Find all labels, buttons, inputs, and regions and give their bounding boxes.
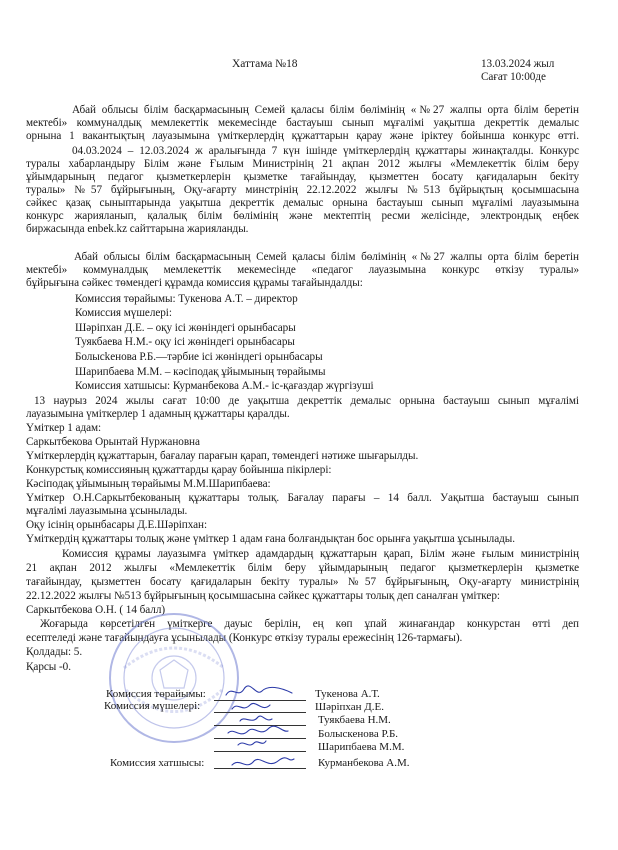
commission-members-heading: Комиссия мүшелері: <box>75 307 172 319</box>
body-line: Жоғарыда көрсетілген үміткерге дауыс берілін, ең көп ұпай жинағандар конкурстан өтті деп <box>40 618 579 630</box>
body-line: Абай облысы білім басқармасының Семей қаласы білім бөлімінің «№27 жалпы орта білім беретін <box>72 104 579 116</box>
chair-name: Тукенова А.Т. <box>315 688 380 700</box>
handwritten-signatures-icon <box>222 683 302 775</box>
body-line: есептеледі және тағайындауға ұсынылады (Конкурс өткізу туралы ережесінің 126-тармағы). <box>26 632 463 644</box>
body-line: 22.12.2022 жылғы №513 бұйрығының қосымшасына сәйкес құжаттары толық деп саналған үміткер: <box>26 590 500 602</box>
body-line: лауазымына үміткерлер 1 адамның құжаттары қаралды. <box>26 408 290 420</box>
body-line: Үміткер О.Н.Саркытбекованың құжаттары толық. Бағалау парағы – 14 балл. Уақытша бастауыш сынып <box>26 492 579 504</box>
body-line: 21 ақпан 2012 жылғы «Мемлекеттік білім беру ұйымдарының педагог қызметкерлерін қызметке <box>26 562 579 574</box>
body-line: Абай облысы білім басқармасының Семей қаласы білім бөлімінің «№27 жалпы орта білім беретін <box>74 251 579 263</box>
body-line: Конкурстық комиссияның құжаттарды қарау бойынша пікірлері: <box>26 464 332 476</box>
secretary-label: Комиссия хатшысы: <box>110 757 205 769</box>
body-line: мұғалімі лауазымына ұсынылады. <box>26 505 188 517</box>
member-name: Болыскенова Р.Б. <box>318 728 399 740</box>
body-line: конкурс жарияланып, қалалық білім бөлімінің және мектептің ресми желісінде, электрондық еңбек <box>26 210 579 222</box>
body-line: 04.03.2024 – 12.03.2024 ж аралығында 7 күн ішінде үміткерлердің құжаттары жинақталды. Конкурс <box>72 145 579 157</box>
votes-for: Қолдады: 5. <box>26 646 83 658</box>
secretary-name: Курманбекова А.М. <box>318 757 410 769</box>
protocol-time: Сағат 10:00де <box>481 71 546 83</box>
commission-member-line: Шәріпхан Д.Е. – оқу ісі жөніндегі орынбасары <box>75 322 296 334</box>
commission-member-line: Туякбаева Н.М.- оқу ісі жөніндегі орынбасары <box>75 336 295 348</box>
chair-label: Комиссия төрайымы: <box>106 688 206 700</box>
body-line: туралы хабарландыру Білім және Ғылым Министрінің 21 ақпан 2012 жылғы «Мемлекеттік білім беру <box>26 158 579 170</box>
body-line: Кәсіподақ ұйымының төрайымы М.М.Шарипбаева: <box>26 478 271 490</box>
protocol-date: 13.03.2024 жыл <box>481 58 555 70</box>
body-line: Оқу ісінің орынбасары Д.Е.Шәріпхан: <box>26 519 208 531</box>
member-name: Туякбаева Н.М. <box>318 714 391 726</box>
candidate-name: Саркытбекова Орынтай Нуржановна <box>26 436 200 448</box>
body-line: Үміткерлердің құжаттарын, бағалау парағын қарап, төмендегі нәтиже шығарылды. <box>26 450 419 462</box>
body-line: туралы» №57 бұйрығының, Оқу-ағарту минстрінің 22.12.2022 жылғы №513 бұйрықтың қосымшасына <box>26 184 579 196</box>
body-line: ұйымдарының педагог қызметкерлерін қызметке тағайындау, қызметтен босату қағидаларын бекіту <box>26 171 579 183</box>
body-line: Үміткердің құжаттары толық және үміткер 1 адам ғана болғандықтан бос орынға уақытша ұсынылады. <box>26 533 515 545</box>
member-name: Шарипбаева М.М. <box>318 741 405 753</box>
body-line: Комиссия құрамы лауазымға үміткер адамдардың құжаттарын қарап, Білім және ғылым министрінің <box>62 548 579 560</box>
members-label: Комиссия мүшелері: <box>104 700 201 712</box>
commission-member-line: Болысkенова Р.Б.—тәрбие ісі жөніндегі орынбасары <box>75 351 323 363</box>
body-line: 13 наурыз 2024 жылы сағат 10:00 де уақытша декреттік демалыс орнына бастауыш сынып мұғалімі <box>34 395 579 407</box>
commission-secretary-line: Комиссия хатшысы: Курманбекова А.М.- іс-қағаздар жүргізуші <box>75 380 374 392</box>
candidate-score: Саркытбекова О.Н. ( 14 балл) <box>26 604 166 616</box>
commission-chair-line: Комиссия төрайымы: Тукенова А.Т. – директор <box>75 293 298 305</box>
protocol-title: Хаттама №18 <box>232 58 298 70</box>
votes-against: Қарсы -0. <box>26 661 71 673</box>
body-line: сәйкес қазақ сыныптарында уақытша декреттік демалыс орнына бастауыш сынып мұғалімі лауазымына <box>26 197 579 209</box>
body-line: мектебі» коммуналдық мемлекеттік мекемесінде бастауыш сынып мұғалімі уақытша декреттік демалыс <box>26 117 579 129</box>
commission-member-line: Шарипбаева М.М. – кәсіподақ ұйымының төрайымы <box>75 366 326 378</box>
body-line: тағайындау, қызметтен босату қағидаларын бекіту туралы» №57 бұйрығының, Оқу-ағарту министрінің <box>26 576 579 588</box>
member-name: Шәріпхан Д.Е. <box>315 701 385 713</box>
body-line: биржасында enbek.kz сайттарына жарияланды. <box>26 223 249 235</box>
body-line: бұйрығына сәйкес төмендегі құрамда комиссия құрамы тағайындалды: <box>26 277 363 289</box>
body-line: Үміткер 1 адам: <box>26 422 102 434</box>
body-line: орнына 1 вакантықтың лауазымына үміткерлердің құжаттарын қарау және іріктеу бойынша конкурс өтті. <box>26 130 579 142</box>
body-line: мектебі» коммуналдық мемлекеттік мекемесінде «педагог лауазымына конкурс өткізу туралы» <box>26 264 579 276</box>
